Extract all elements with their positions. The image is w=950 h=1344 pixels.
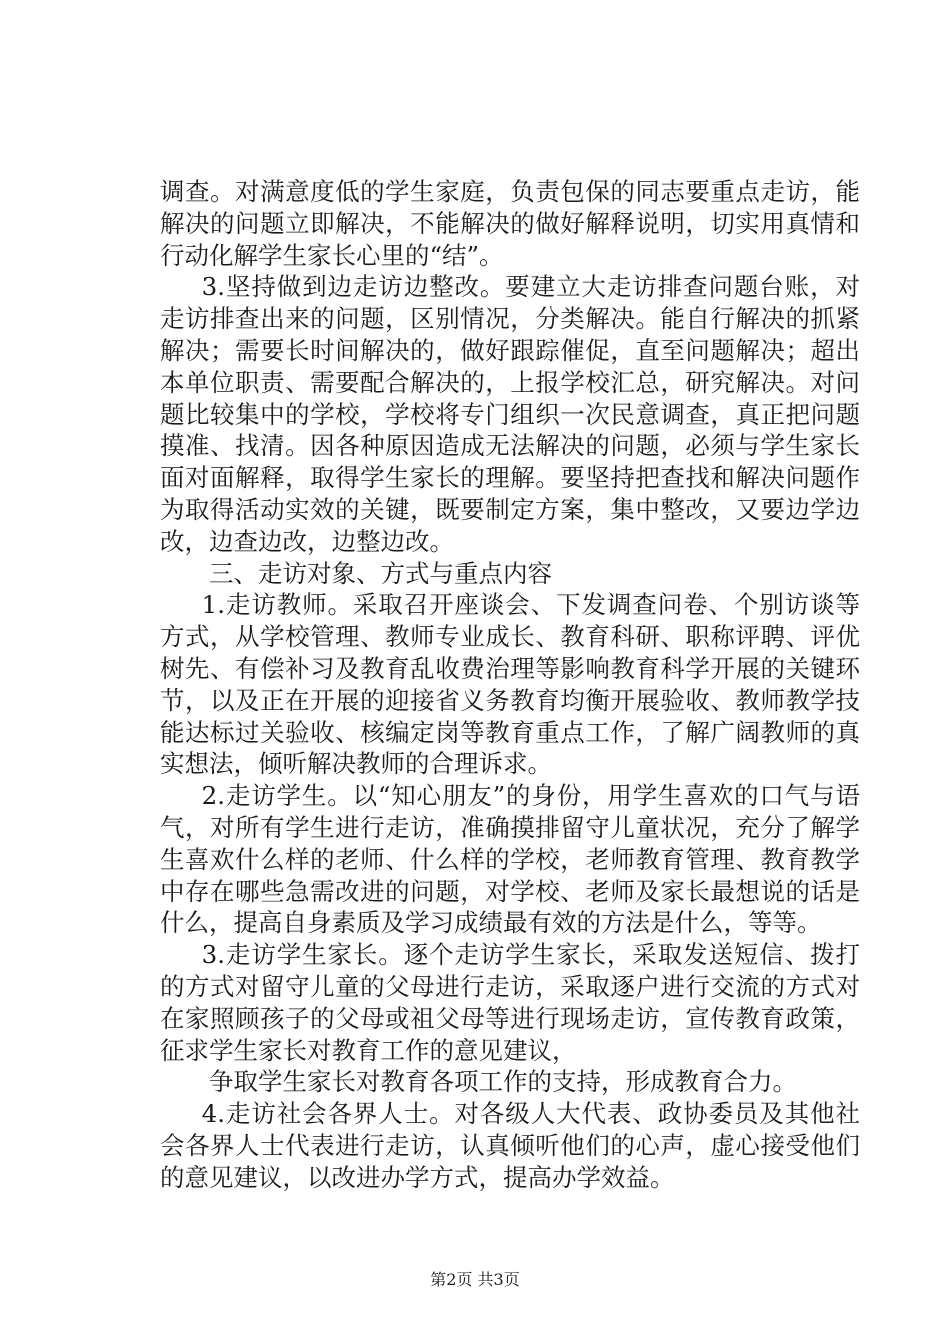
paragraph-item-3-parents: 3.走访学生家长。逐个走访学生家长，采取发送短信、拨打的方式对留守儿童的父母进行走访，采取逐户进行交流的方式对在家照顾孩子的父母或祖父母等进行现场走访，宣传教育政策，征求学生家长对教育工作的意见建议， (160, 940, 860, 1065)
paragraph-continuation: 调查。对满意度低的学生家庭，负责包保的同志要重点走访，能解决的问题立即解决，不能解决的做好解释说明，切实用真情和行动化解学生家长心里的“结”。 (160, 177, 860, 270)
section-heading-visit-targets: 三、走访对象、方式与重点内容 (209, 558, 552, 588)
paragraph-item-1-teachers: 1.走访教师。采取召开座谈会、下发调查问卷、个别访谈等方式，从学校管理、教师专业成长、教育科研、职称评聘、评优树先、有偿补习及教育乱收费治理等影响教育科学开展的关键环节，以及正在开展的迎接省义务教育均衡开展验收、教师教学技能达标过关验收、核编定岗等教育重点工作，了解广阔教师的真实想法，倾听解决教师的合理诉求。 (160, 590, 860, 779)
paragraph-parents-support: 争取学生家长对教育各项工作的支持，形成教育合力。 (209, 1067, 797, 1097)
paragraph-item-2-students: 2.走访学生。以“知心朋友”的身份，用学生喜欢的口气与语气，对所有学生进行走访，准确摸排留守儿童状况，充分了解学生喜欢什么样的老师、什么样的学校，老师教育管理、教育教学中存在哪些急需改进的问题，对学校、老师及家长最想说的话是什么，提高自身素质及学习成绩最有效的方法是什么，等等。 (160, 781, 860, 938)
paragraph-item-4-society: 4.走访社会各界人士。对各级人大代表、政协委员及其他社会各界人士代表进行走访，认真倾听他们的心声，虚心接受他们的意见建议，以改进办学方式，提高办学效益。 (160, 1099, 860, 1192)
document-body (160, 176, 860, 1194)
paragraph-item-3-rectification: 3.坚持做到边走访边整改。要建立大走访排查问题台账，对走访排查出来的问题，区别情况，分类解决。能自行解决的抓紧解决；需要长时间解决的，做好跟踪催促，直至问题解决；超出本单位职责、需要配合解决的，上报学校汇总，研究解决。对问题比较集中的学校，学校将专门组织一次民意调查，真正把问题摸准、找清。因各种原因造成无法解决的问题，必须与学生家长面对面解释，取得学生家长的理解。要坚持把查找和解决问题作为取得活动实效的关键，既要制定方案，集中整改，又要边学边改，边查边改，边整边改。 (160, 272, 860, 556)
page-footer: 第2页 共3页 (430, 1270, 520, 1289)
